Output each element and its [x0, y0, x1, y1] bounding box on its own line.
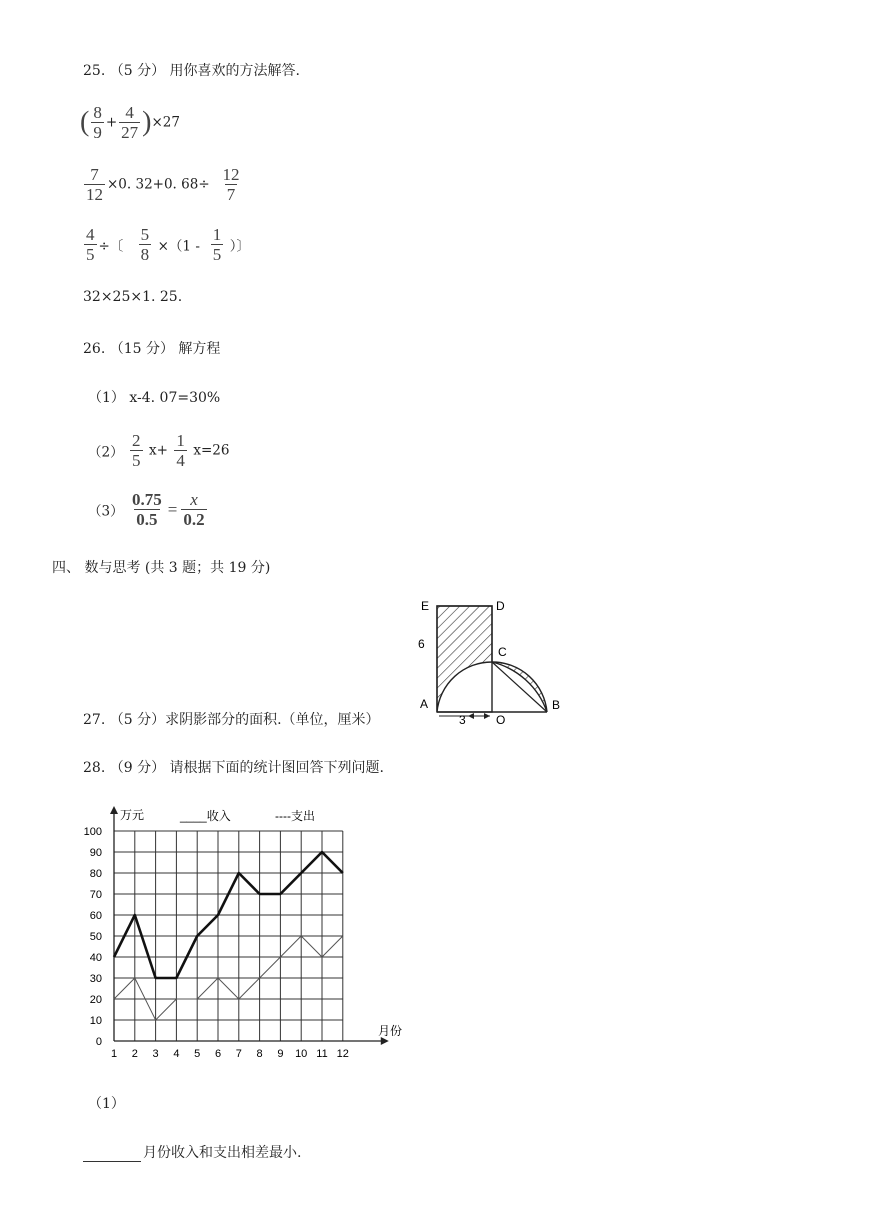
legend-income: ____收入: [180, 809, 231, 823]
denominator: 0.2: [183, 510, 205, 529]
x-tick-label: 5: [194, 1048, 201, 1060]
expression-part: ×（1 -: [157, 238, 200, 255]
y-tick-label: 50: [89, 931, 102, 943]
x-tick-label: 6: [214, 1048, 222, 1060]
left-paren: (: [80, 106, 90, 138]
denominator: 9: [93, 123, 102, 142]
q25-expression-1: [80, 104, 180, 141]
arrowhead: [468, 713, 474, 719]
x-tick-label: 10: [295, 1048, 308, 1060]
q27-geometry-figure: [410, 596, 570, 726]
x-tick-labels: [111, 1048, 349, 1060]
x-tick-label: 11: [316, 1048, 328, 1060]
fraction: [130, 432, 143, 469]
y-tick-label: 60: [89, 910, 102, 922]
fraction: [130, 491, 164, 528]
expression-part: ）〕: [229, 238, 250, 255]
equals-sign: [168, 501, 178, 518]
y-tick-label: 100: [83, 826, 102, 838]
denominator: 27: [121, 123, 139, 142]
label-b: B: [552, 698, 561, 712]
denominator: 5: [86, 245, 95, 264]
y-tick-label: 30: [89, 973, 102, 985]
x-tick-label: 12: [336, 1048, 349, 1060]
denominator: 0.5: [136, 510, 158, 529]
label-d: D: [496, 599, 505, 613]
expression-middle: ×0. 32+0. 68÷: [107, 176, 210, 193]
y-tick-label: 40: [89, 952, 102, 964]
dimension-height: 6: [418, 637, 425, 651]
q25-expression-3: [82, 226, 250, 263]
dimension-width: 3: [459, 713, 466, 726]
section-4-header: 四、 数与思考 (共 3 题；共 19 分): [52, 560, 271, 576]
fraction: [119, 104, 140, 141]
x-tick-label: 3: [152, 1048, 159, 1060]
numerator: 4: [86, 225, 95, 244]
part-label: （2）: [88, 444, 124, 461]
x-axis-arrow: [381, 1037, 389, 1045]
fraction: [221, 166, 242, 203]
denominator: 8: [140, 245, 150, 264]
label-c: C: [498, 645, 507, 659]
shaded-region-left: [437, 606, 492, 712]
y-tick-label: 10: [89, 1015, 102, 1027]
fraction: [174, 432, 187, 469]
x-tick-label: 1: [110, 1048, 118, 1060]
label-a: A: [420, 697, 429, 711]
fraction: [139, 226, 152, 263]
numerator: 12: [222, 165, 240, 184]
x-tick-label: 9: [277, 1048, 284, 1060]
q28-sub1-question: [83, 1142, 301, 1162]
y-tick-label: 80: [89, 868, 102, 880]
chart-grid: [114, 831, 343, 1041]
right-paren: ): [142, 106, 152, 138]
q28-sub1-label: （1）: [88, 1096, 125, 1112]
label-e: E: [421, 599, 430, 613]
expression-tail: ×27: [151, 114, 180, 131]
denominator: 7: [226, 185, 236, 204]
fraction: [84, 166, 105, 203]
x-tick-label: 2: [131, 1048, 138, 1060]
denominator: 4: [176, 451, 185, 470]
numerator: 1: [212, 225, 222, 244]
q25-header: 25. （5 分） 用你喜欢的方法解答.: [83, 63, 300, 79]
q26-part-3: [88, 491, 209, 528]
fraction: [181, 491, 206, 528]
income-expense-line-chart: [80, 800, 420, 1065]
fraction: [91, 104, 104, 141]
part-label: （3）: [88, 503, 124, 520]
denominator: 5: [212, 245, 222, 264]
q25-expression-2: [82, 166, 244, 203]
answer-blank[interactable]: [83, 1161, 141, 1162]
x-tick-label: 4: [173, 1048, 180, 1060]
y-tick-label: 0: [95, 1036, 102, 1048]
y-tick-labels: [84, 826, 102, 1048]
y-axis-label: 万元: [120, 808, 145, 822]
arrowhead: [484, 713, 490, 719]
legend-expense: ----支出: [275, 809, 315, 823]
numerator: 1: [176, 431, 185, 450]
fraction: [84, 226, 97, 263]
q28-text: 28. （9 分） 请根据下面的统计图回答下列问题.: [83, 760, 384, 776]
q26-header: 26. （15 分） 解方程: [83, 341, 221, 357]
y-tick-label: 70: [89, 889, 102, 901]
numerator: 5: [140, 225, 150, 244]
y-axis-arrow: [110, 806, 118, 814]
denominator: 12: [86, 185, 103, 204]
numerator: 7: [90, 165, 99, 184]
q26-part-2: [88, 432, 229, 469]
numerator: 4: [125, 103, 134, 122]
expression-tail: x=26: [193, 442, 230, 459]
q28-sub1-text: 月份收入和支出相差最小.: [143, 1145, 302, 1161]
expression-part: ÷〔: [98, 238, 124, 255]
numerator: 8: [93, 103, 102, 122]
expression-part: x+: [149, 442, 168, 459]
label-o: O: [496, 713, 506, 726]
numerator: 2: [132, 431, 141, 450]
numerator: x: [190, 490, 198, 509]
x-axis-label: 月份: [378, 1024, 403, 1038]
y-tick-label: 90: [89, 847, 102, 859]
q25-expression-4: 32×25×1. 25.: [83, 289, 183, 305]
q27-text: 27. （5 分）求阴影部分的面积.（单位，厘米）: [83, 712, 380, 728]
fraction: [211, 226, 224, 263]
denominator: 5: [132, 451, 141, 470]
x-tick-label: 8: [256, 1048, 263, 1060]
q26-part-1: （1） x-4. 07=30%: [88, 390, 221, 406]
numerator: 0.75: [132, 490, 162, 509]
chart-axes: [110, 806, 389, 1045]
x-tick-label: 7: [235, 1048, 242, 1060]
equals-text: =: [167, 500, 178, 519]
plus-sign: +: [105, 114, 118, 131]
y-tick-label: 20: [89, 994, 102, 1006]
